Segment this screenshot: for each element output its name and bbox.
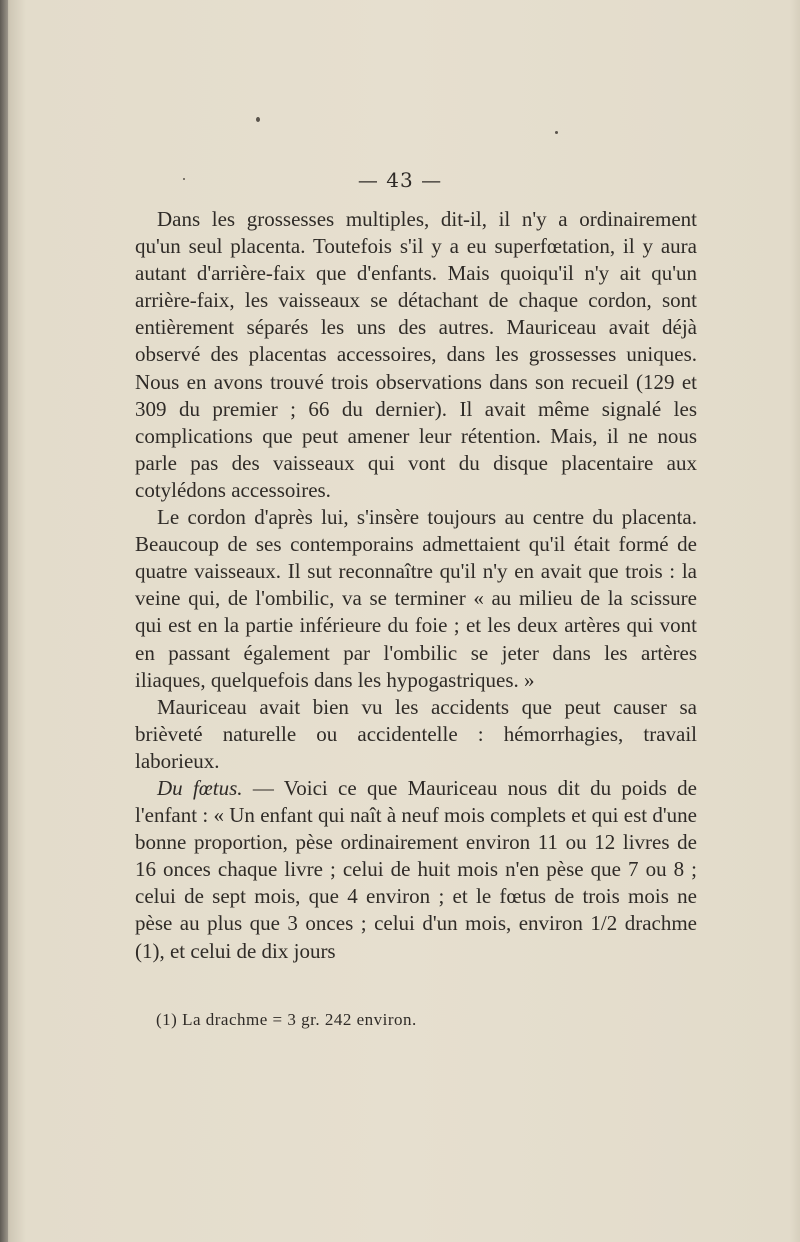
paragraph-fetus xyxy=(135,775,697,965)
ink-speck xyxy=(555,131,558,134)
page-number: — 43 — xyxy=(357,168,443,192)
fetus-text: — Voici ce que Mauriceau nous dit du poids de l'enfant : « Un enfant qui naît à neuf mois complets et qui est d'une bonne proportion, pèse ordinairement environ 11 ou 12 livres de 16 onces chaque livre ; celui de huit mois n'en pèse que 7 ou 8 ; celui de sept mois, que 4 environ ; et le fœtus de trois mois ne pèse au plus que 3 onces ; celui d'un mois, environ 1/2 drachme (1), et celui de dix jours xyxy=(135,775,698,963)
paragraph-brievete: Mauriceau avait bien vu les accidents que peut causer sa brièveté naturelle ou accidentelle : hémorrhagies, travail laborieux. xyxy=(135,694,697,773)
paragraph-cordon: Le cordon d'après lui, s'insère toujours au centre du placenta. Beaucoup de ses contemporains admettaient qu'il était formé de quatre vaisseaux. Il sut reconnaître qu'il n'y en avait que trois : la veine qui, de l'ombilic, va se terminer « au milieu de la scissure qui est en la partie inférieure du foie ; et les deux artères qui vont en passant également par l'ombilic se jeter dans les artères iliaques, quelquefois dans les hypogastriques. » xyxy=(135,505,697,692)
section-heading-fetus: Du fœtus. xyxy=(157,775,243,800)
ink-speck xyxy=(256,117,260,122)
body-text xyxy=(135,206,697,965)
footnote: (1) La drachme = 3 gr. 242 environ. xyxy=(156,1010,417,1029)
paragraph-multiple-pregnancies: Dans les grossesses multiples, dit-il, il n'y a ordinairement qu'un seul placenta. Toutefois s'il y a eu superfœtation, il y aura autant d'arrière-faix que d'enfants. Mais quoiqu'il n'y ait qu'un arrière-faix, les vaisseaux se détachant de chaque cordon, sont entièrement séparés les uns des autres. Mauriceau avait déjà observé des placentas accessoires, dans les grossesses uniques. Nous en avons trouvé trois observations dans son recueil (129 et 309 du premier ; 66 du dernier). Il avait même signalé les complications que peut amener leur rétention. Mais, il ne nous parle pas des vaisseaux qui vont du disque placentaire aux cotylédons accessoires. xyxy=(135,207,697,502)
